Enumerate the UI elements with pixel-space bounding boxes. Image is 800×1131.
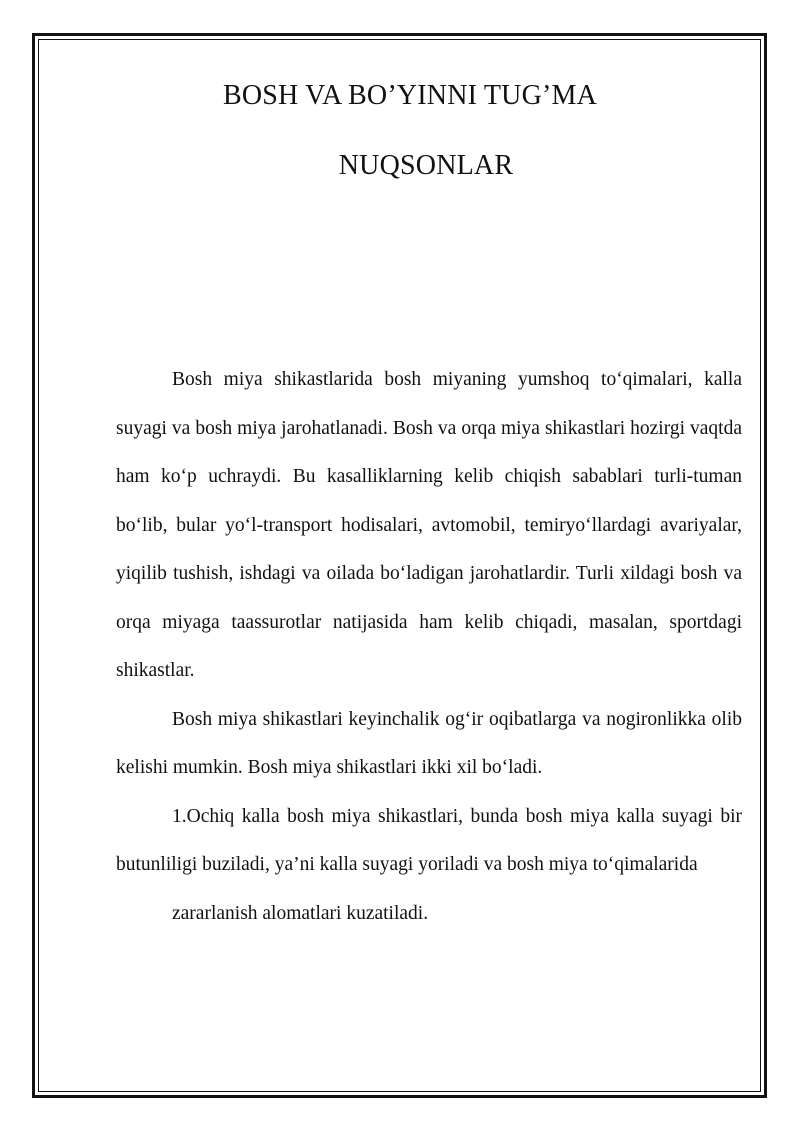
document-body [116,356,742,938]
paragraph: Bosh miya shikastlarida bosh miyaning yumshoq to‘qimalari, kalla suyagi va bosh miya jarohatlanadi. Bosh va orqa miya shikastlari hozirgi vaqtda ham ko‘p uchraydi. Bu kasalliklarning kelib chiqish sabablari turli-tuman bo‘lib, bular yo‘l-transport hodisalari, avtomobil, temiryo‘llardagi avariyalar, yiqilib tushish, ishdagi va oilada bo‘ladigan jarohatlardir. Turli xildagi bosh va orqa miyaga taassurotlar natijasida ham kelib chiqadi, masalan, sportdagi shikastlar. [116,369,742,681]
paragraph: zararlanish alomatlari kuzatiladi. [172,902,429,924]
document-title-line-1: BOSH VA BO’YINNI TUG’MA [222,80,598,111]
paragraph: 1.Ochiq kalla bosh miya shikastlari, bunda bosh miya kalla suyagi bir butunliligi buziladi, ya’ni kalla suyagi yoriladi va bosh miya to‘qimalarida [116,805,742,875]
paragraph: Bosh miya shikastlari keyinchalik og‘ir oqibatlarga va nogironlikka olib kelishi mumkin. Bosh miya shikastlari ikki xil bo‘ladi. [116,708,742,778]
document-title-line-2: NUQSONLAR [338,150,514,181]
